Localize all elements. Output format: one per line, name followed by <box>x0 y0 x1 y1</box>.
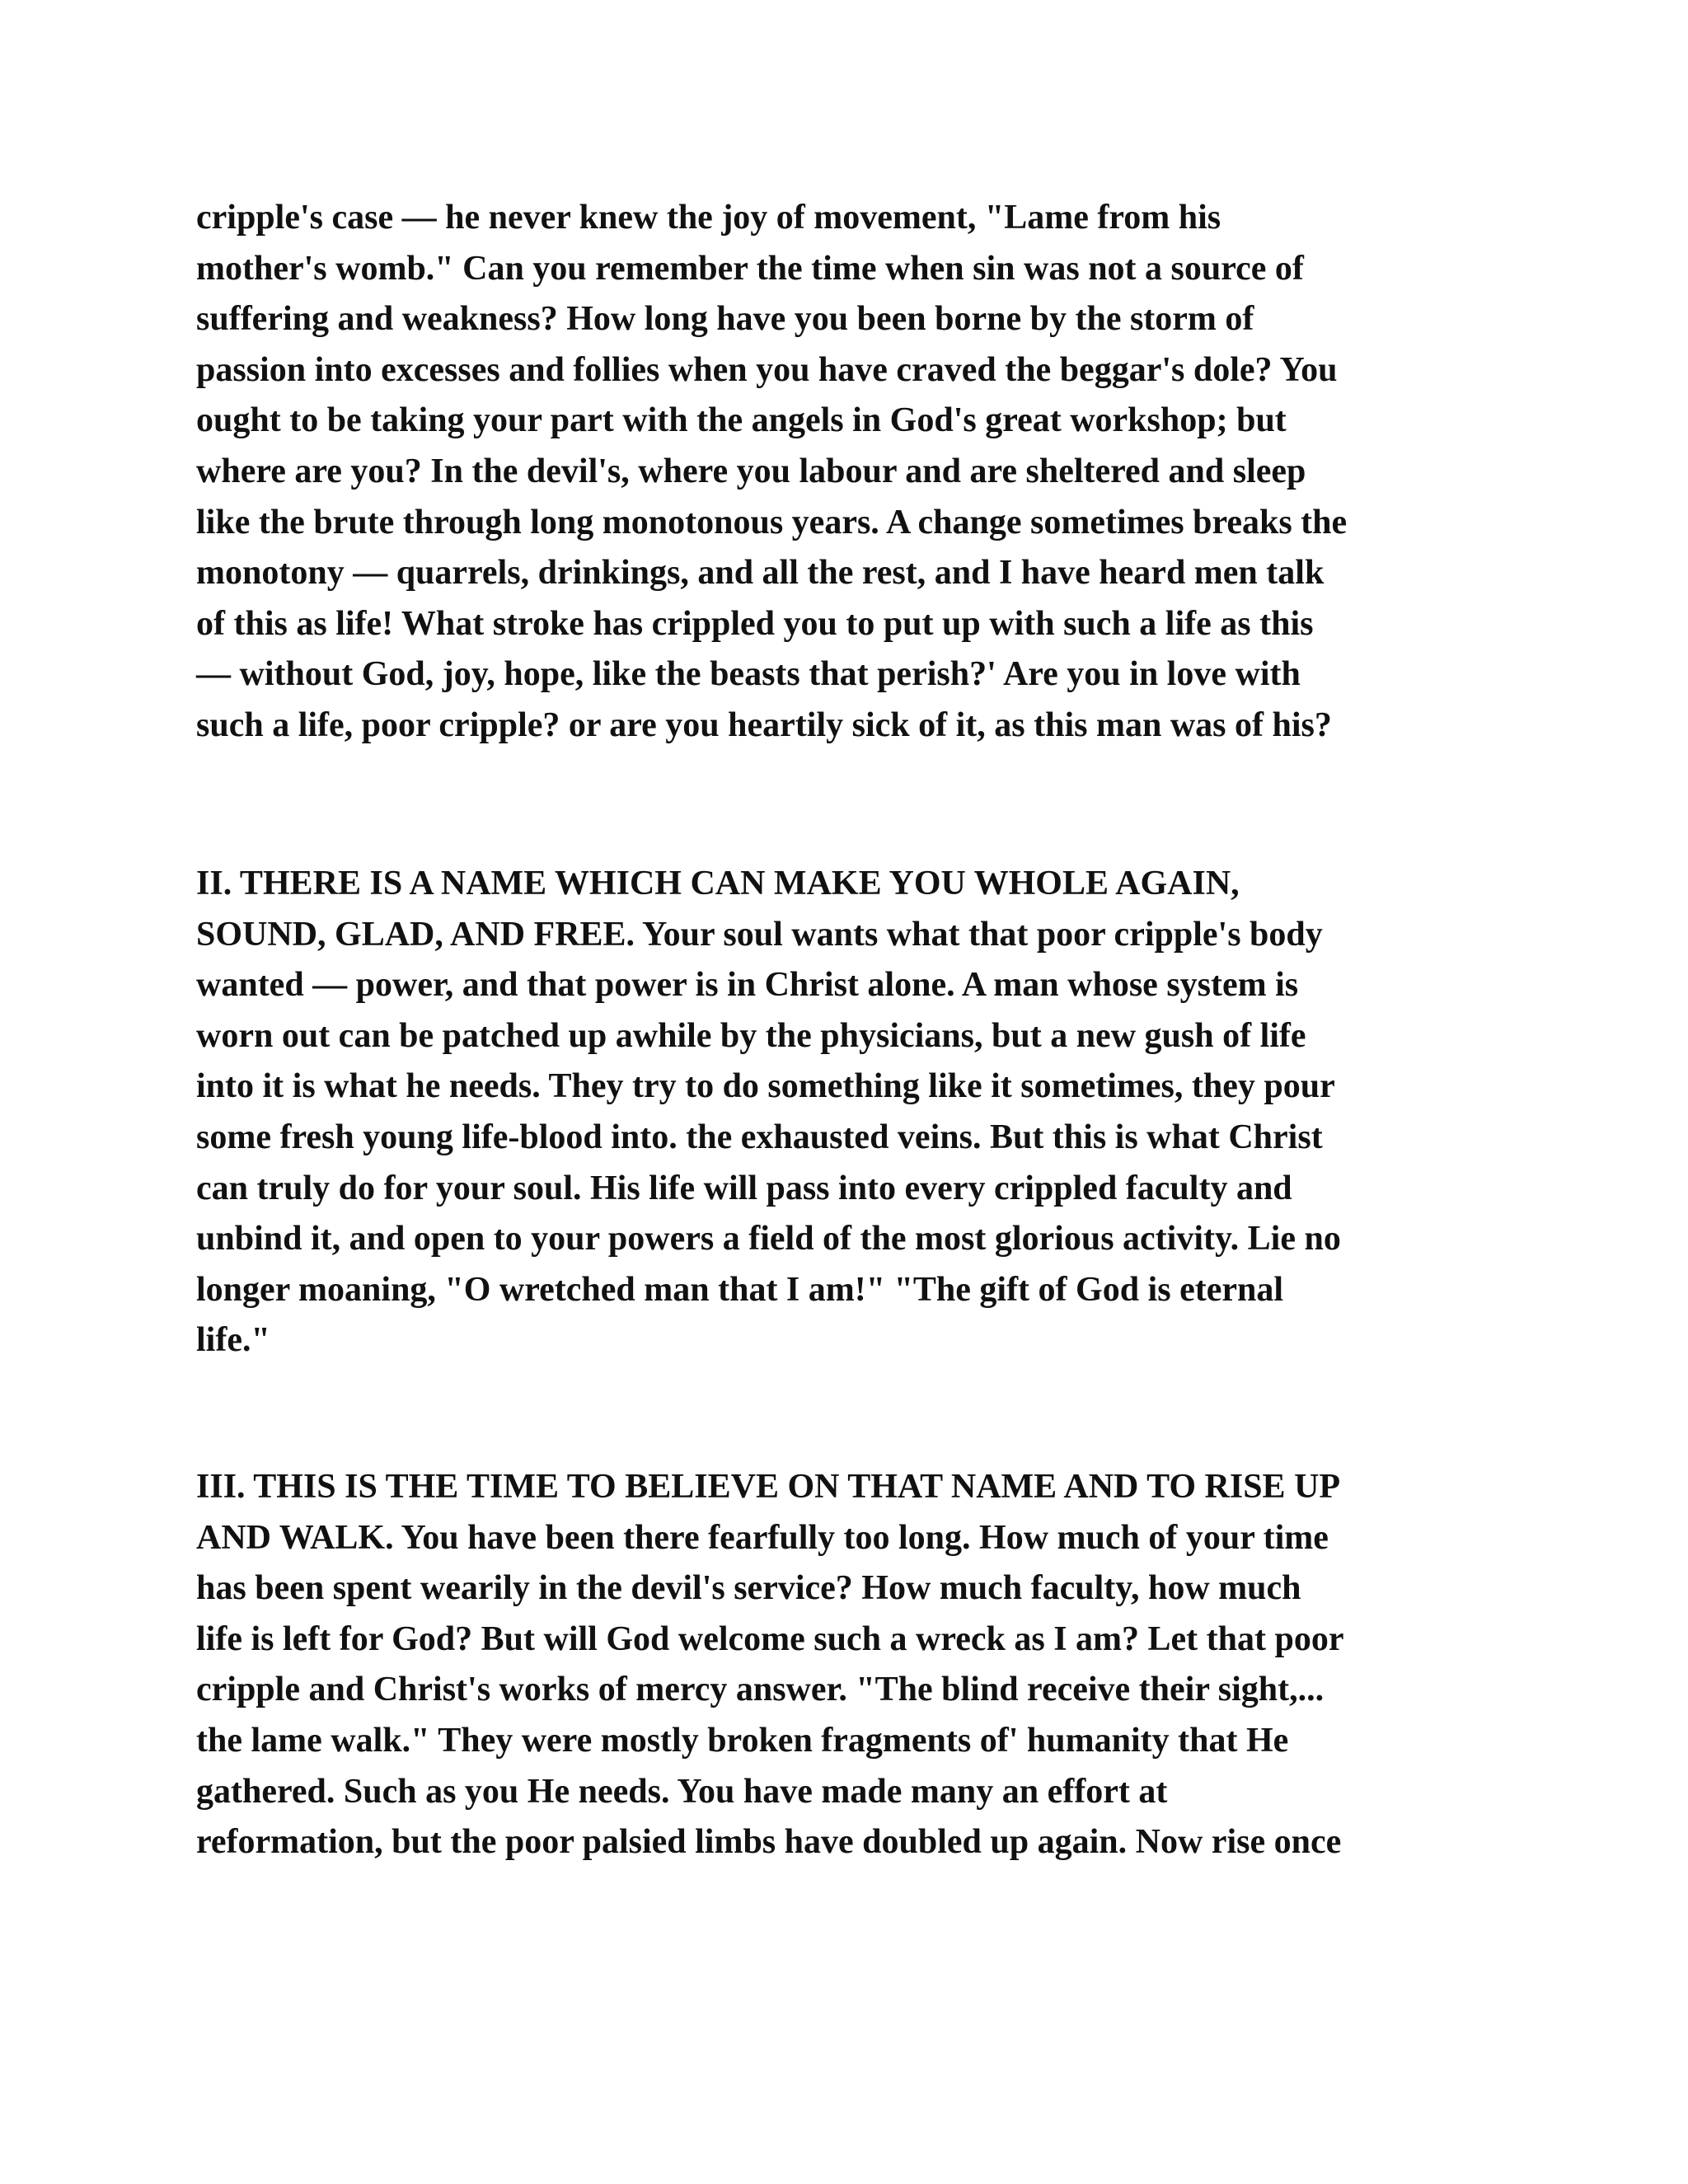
text-line: — without God, joy, hope, like the beasts that perish?' Are you in love with <box>196 655 1301 694</box>
text-line: such a life, poor cripple? or are you heartily sick of it, as this man was of his? <box>196 705 1332 744</box>
text-line: II. THERE IS A NAME WHICH CAN MAKE YOU WHOLE AGAIN, <box>196 865 1240 902</box>
text-line: cripple and Christ's works of mercy answer. "The blind receive their sight,... <box>196 1671 1325 1709</box>
text-line: ought to be taking your part with the angels in God's great workshop; but <box>196 401 1287 440</box>
text-line: worn out can be patched up awhile by the physicians, but a new gush of life <box>196 1016 1306 1055</box>
text-line: SOUND, GLAD, AND FREE. Your soul wants what that poor cripple's body <box>196 915 1323 954</box>
text-line: life." <box>196 1321 270 1360</box>
text-line: gathered. Such as you He needs. You have made many an effort at <box>196 1772 1168 1811</box>
text-line: unbind it, and open to your powers a field of the most glorious activity. Lie no <box>196 1220 1341 1258</box>
text-line: mother's womb." Can you remember the time when sin was not a source of <box>196 249 1304 288</box>
text-line: the lame walk." They were mostly broken fragments of' humanity that He <box>196 1721 1289 1760</box>
text-line: reformation, but the poor palsied limbs have doubled up again. Now rise once <box>196 1823 1342 1862</box>
text-line: life is left for God? But will God welcome such a wreck as I am? Let that poor <box>196 1619 1344 1658</box>
text-line: can truly do for your soul. His life will pass into every crippled faculty and <box>196 1169 1292 1207</box>
text-line: suffering and weakness? How long have you been borne by the storm of <box>196 300 1254 339</box>
text-line: like the brute through long monotonous years. A change sometimes breaks the <box>196 503 1348 541</box>
paragraph-section-two <box>196 859 1492 1366</box>
text-line: cripple's case — he never knew the joy of movement, "Lame from his <box>196 199 1221 237</box>
paragraph-section-three <box>196 1462 1492 1868</box>
paragraph-continuation <box>196 193 1492 752</box>
text-line: wanted — power, and that power is in Christ alone. A man whose system is <box>196 966 1299 1005</box>
text-line: passion into excesses and follies when you have craved the beggar's dole? You <box>196 350 1338 389</box>
text-line: where are you? In the devil's, where you labour and are sheltered and sleep <box>196 452 1306 490</box>
text-line: monotony — quarrels, drinkings, and all the rest, and I have heard men talk <box>196 554 1325 593</box>
text-line: AND WALK. You have been there fearfully too long. How much of your time <box>196 1518 1329 1557</box>
text-line: has been spent wearily in the devil's service? How much faculty, how much <box>196 1569 1301 1608</box>
text-line: of this as life! What stroke has crippled you to put up with such a life as this <box>196 604 1314 643</box>
text-line: longer moaning, "O wretched man that I am!" "The gift of God is eternal <box>196 1270 1284 1309</box>
text-line: into it is what he needs. They try to do something like it sometimes, they pour <box>196 1067 1335 1106</box>
text-line: III. THIS IS THE TIME TO BELIEVE ON THAT NAME AND TO RISE UP <box>196 1468 1341 1506</box>
text-line: some fresh young life-blood into. the exhausted veins. But this is what Christ <box>196 1118 1323 1156</box>
